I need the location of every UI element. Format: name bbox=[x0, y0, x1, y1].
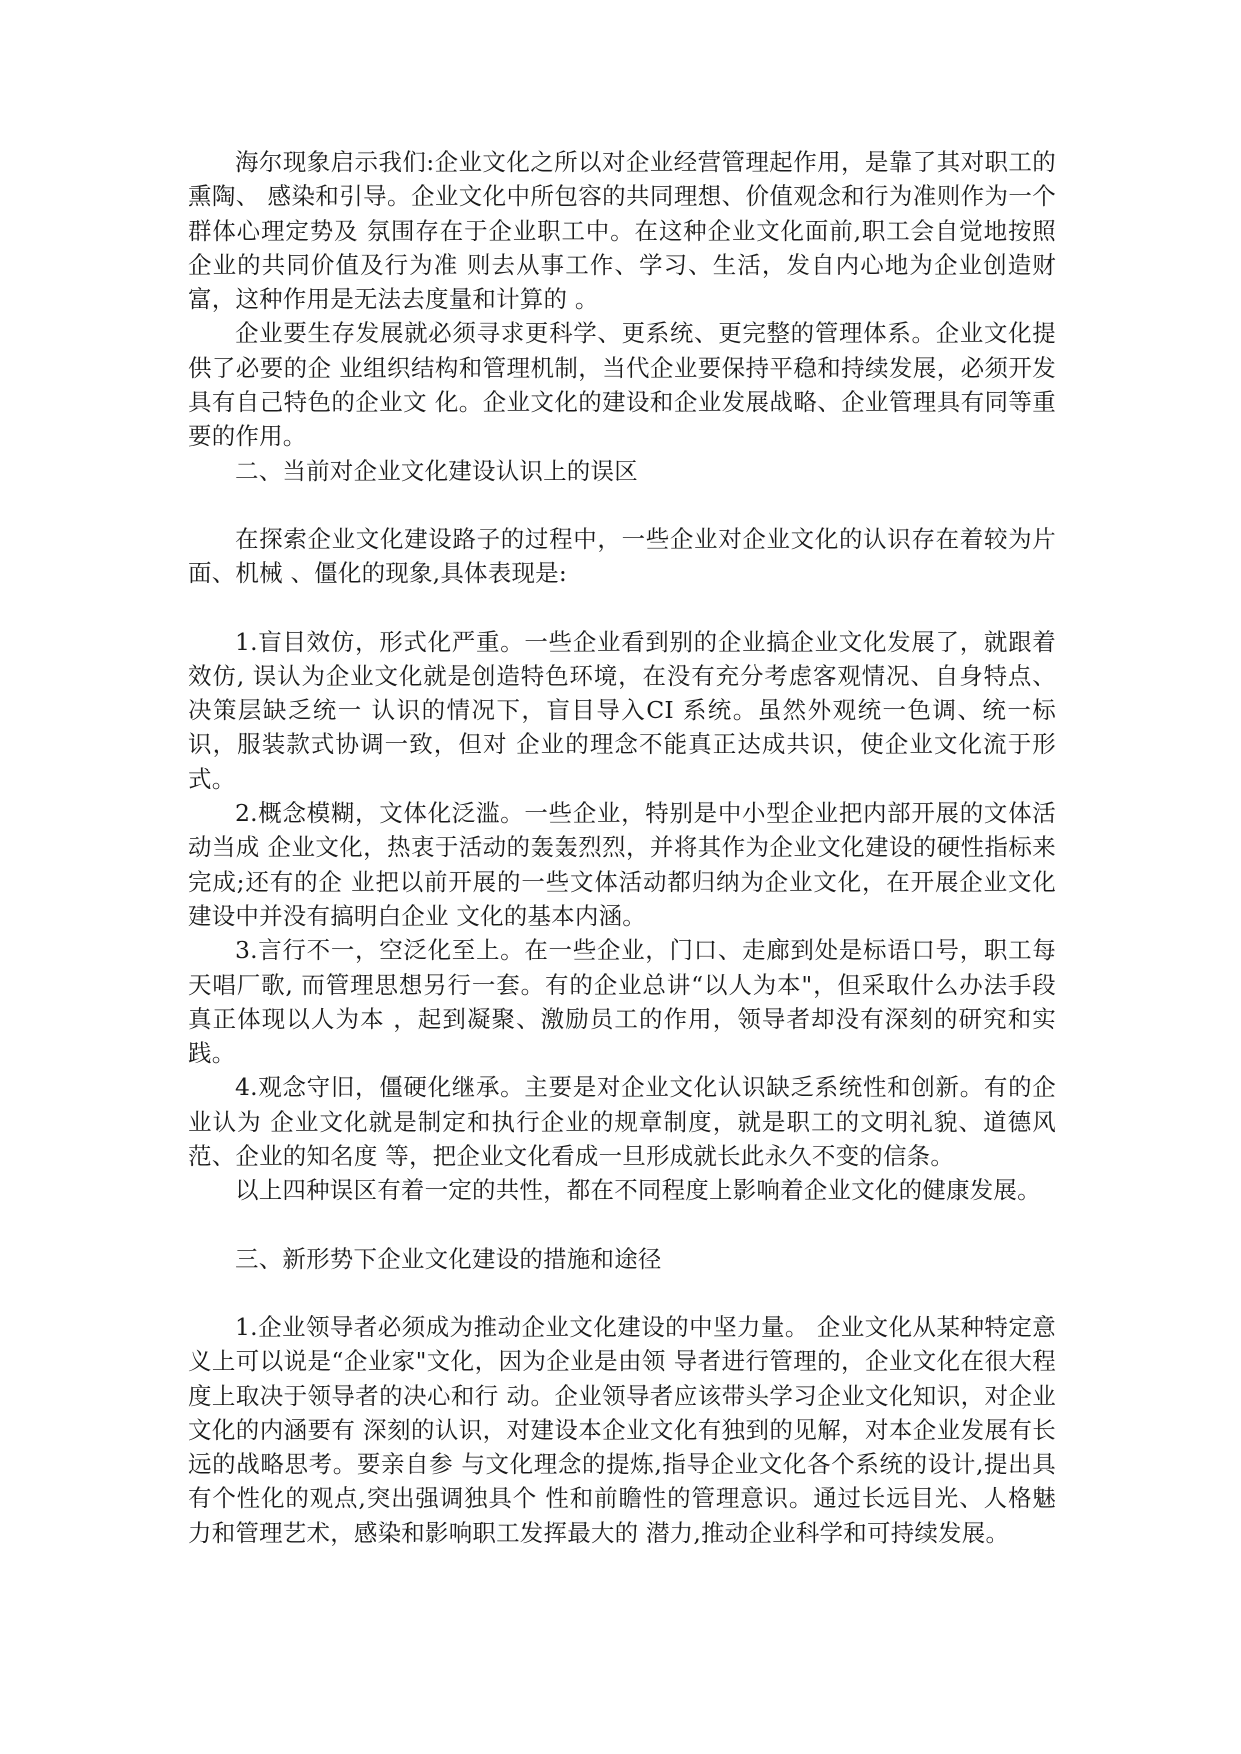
document-body bbox=[188, 145, 1056, 1550]
paragraph-haier-insight: 海尔现象启示我们:企业文化之所以对企业经营管理起作用，是靠了其对职工的熏陶、 感染和引导。企业文化中所包容的共同理想、价值观念和行为准则作为一个群体心理定势及 氛围存在于企业职工中。在这种企业文化面前,职工会自觉地按照企业的共同价值及行为准 则去从事工作、学习、生活，发自内心地为企业创造财富，这种作用是无法去度量和计算的 。 bbox=[188, 148, 1056, 314]
paragraph-point-1: 1.盲目效仿，形式化严重。一些企业看到别的企业搞企业文化发展了，就跟着效仿, 误认为企业文化就是创造特色环境，在没有充分考虑客观情况、自身特点、决策层缺乏统一 认识的情况下，盲目导入CI 系统。虽然外观统一色调、统一标识，服装款式协调一致，但对 企业的理念不能真正达成共识，使企业文化流于形式。 bbox=[188, 627, 1056, 793]
spacer bbox=[188, 488, 1056, 522]
section-heading-misconceptions: 二、当前对企业文化建设认识上的误区 bbox=[235, 456, 638, 485]
paragraph-point-4: 4.观念守旧，僵硬化继承。主要是对企业文化认识缺乏系统性和创新。有的企业认为 企业文化就是制定和执行企业的规章制度，就是职工的文明礼貌、道德风范、企业的知名度 等，把企业文化看成一旦形成就长此永久不变的信条。 bbox=[188, 1073, 1056, 1171]
paragraph-misconceptions-intro: 在探索企业文化建设路子的过程中，一些企业对企业文化的认识存在着较为片面、机械 、僵化的现象,具体表现是: bbox=[188, 524, 1056, 588]
spacer bbox=[188, 1208, 1056, 1242]
spacer bbox=[188, 1276, 1056, 1310]
section-heading-measures: 三、新形势下企业文化建设的措施和途径 bbox=[235, 1244, 662, 1273]
paragraph-point-3: 3.言行不一，空泛化至上。在一些企业，门口、走廊到处是标语口号，职工每天唱厂歌, 而管理思想另行一套。有的企业总讲“以人为本"，但采取什么办法手段真正体现以人为本 ，起到凝聚、激励员工的作用，领导者却没有深刻的研究和实践。 bbox=[188, 936, 1056, 1068]
paragraph-point-2: 2.概念模糊，文体化泛滥。一些企业，特别是中小型企业把内部开展的文体活动当成 企业文化，热衷于活动的轰轰烈烈，并将其作为企业文化建设的硬性指标来完成;还有的企 业把以前开展的一些文体活动都归纳为企业文化，在开展企业文化建设中并没有搞明白企业 文化的基本内涵。 bbox=[188, 799, 1056, 930]
paragraph-summary: 以上四种误区有着一定的共性，都在不同程度上影响着企业文化的健康发展。 bbox=[235, 1176, 1041, 1205]
paragraph-management-system: 企业要生存发展就必须寻求更科学、更系统、更完整的管理体系。企业文化提供了必要的企 业组织结构和管理机制，当代企业要保持平稳和持续发展，必须开发具有自己特色的企业文 化。企业文化的建设和企业发展战略、企业管理具有同等重要的作用。 bbox=[188, 319, 1056, 451]
paragraph-measure-1: 1.企业领导者必须成为推动企业文化建设的中坚力量。 企业文化从某种特定意义上可以说是“企业家"文化，因为企业是由领 导者进行管理的，企业文化在很大程度上取决于领导者的决心和行 动。企业领导者应该带头学习企业文化知识，对企业文化的内涵要有 深刻的认识，对建设本企业文化有独到的见解，对本企业发展有长远的战略思考。要亲自参 与文化理念的提炼,指导企业文化各个系统的设计,提出具有个性化的观点,突出强调独具个 性和前瞻性的管理意识。通过长远目光、人格魅力和管理艺术，感染和影响职工发挥最大的 潜力,推动企业科学和可持续发展。 bbox=[188, 1312, 1056, 1547]
spacer bbox=[188, 591, 1056, 625]
